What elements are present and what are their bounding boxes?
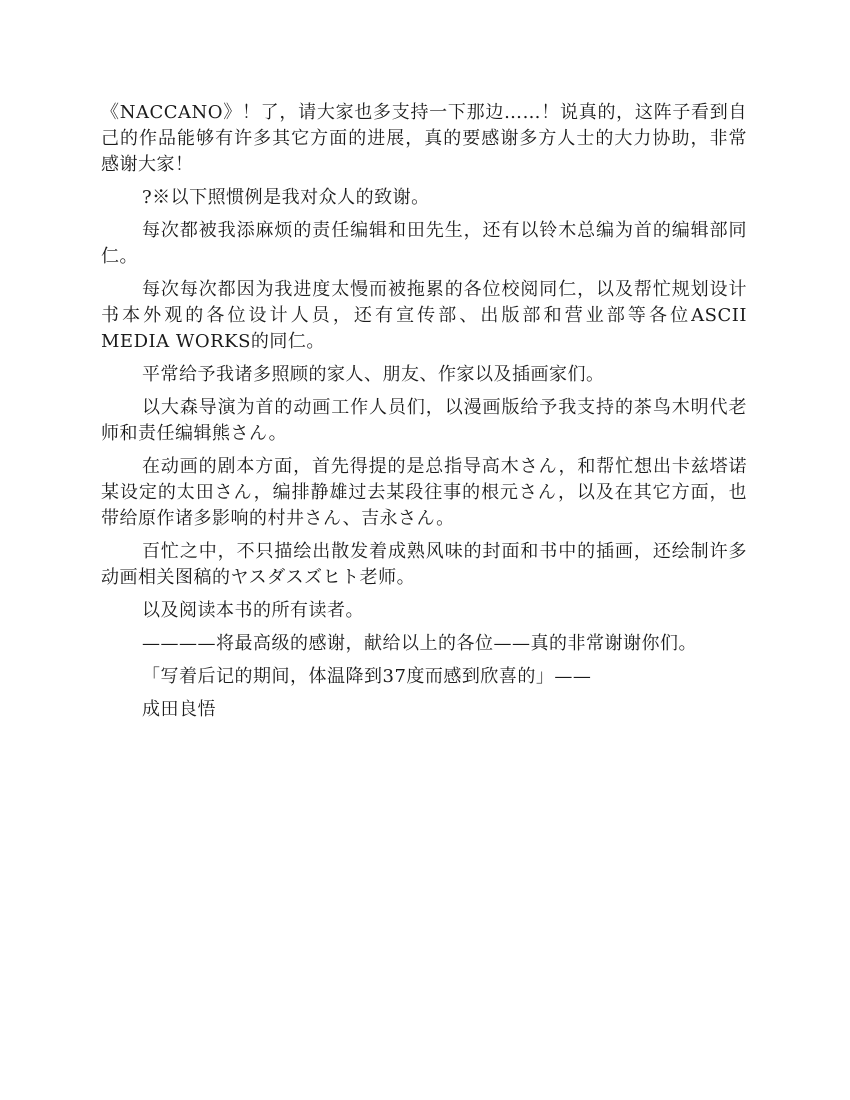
- paragraph-author-note: 「写着后记的期间，体温降到37度而感到欣喜的」——: [142, 666, 592, 687]
- paragraph-acknowledgement-intro: ?※以下照惯例是我对众人的致谢。: [142, 187, 430, 208]
- afterword-text: [101, 100, 747, 723]
- paragraph-naccano-thanks: 《NACCANO》！了，请大家也多支持一下那边……！说真的，这阵子看到自己的作品能够有许多其它方面的进展，真的要感谢多方人士的大力协助，非常感谢大家！: [101, 102, 747, 175]
- paragraph-editors: 每次都被我添麻烦的责任编辑和田先生，还有以铃木总编为首的编辑部同仁。: [101, 220, 747, 267]
- author-signature: 成田良悟: [142, 699, 216, 720]
- paragraph-script-staff: 在动画的剧本方面，首先得提的是总指导高木さん，和帮忙想出卡兹塔诺某设定的太田さん，编排静雄过去某段往事的根元さん，以及在其它方面，也带给原作诸多影响的村井さん、吉永さん。: [101, 456, 747, 529]
- paragraph-final-thanks: ————将最高级的感谢，献给以上的各位——真的非常谢谢你们。: [142, 633, 697, 654]
- paragraph-anime-staff: 以大森导演为首的动画工作人员们，以漫画版给予我支持的茶鸟木明代老师和责任编辑熊さん。: [101, 397, 747, 444]
- paragraph-readers: 以及阅读本书的所有读者。: [142, 600, 364, 621]
- paragraph-family-friends: 平常给予我诸多照顾的家人、朋友、作家以及插画家们。: [142, 364, 605, 385]
- paragraph-illustrator: 百忙之中，不只描绘出散发着成熟风味的封面和书中的插画，还绘制许多动画相关图稿的ヤスダスズヒト老师。: [101, 541, 747, 588]
- paragraph-proofreaders: 每次每次都因为我进度太慢而被拖累的各位校阅同仁，以及帮忙规划设计书本外观的各位设计人员，还有宣传部、出版部和营业部等各位ASCII MEDIA WORKS的同仁。: [101, 279, 747, 352]
